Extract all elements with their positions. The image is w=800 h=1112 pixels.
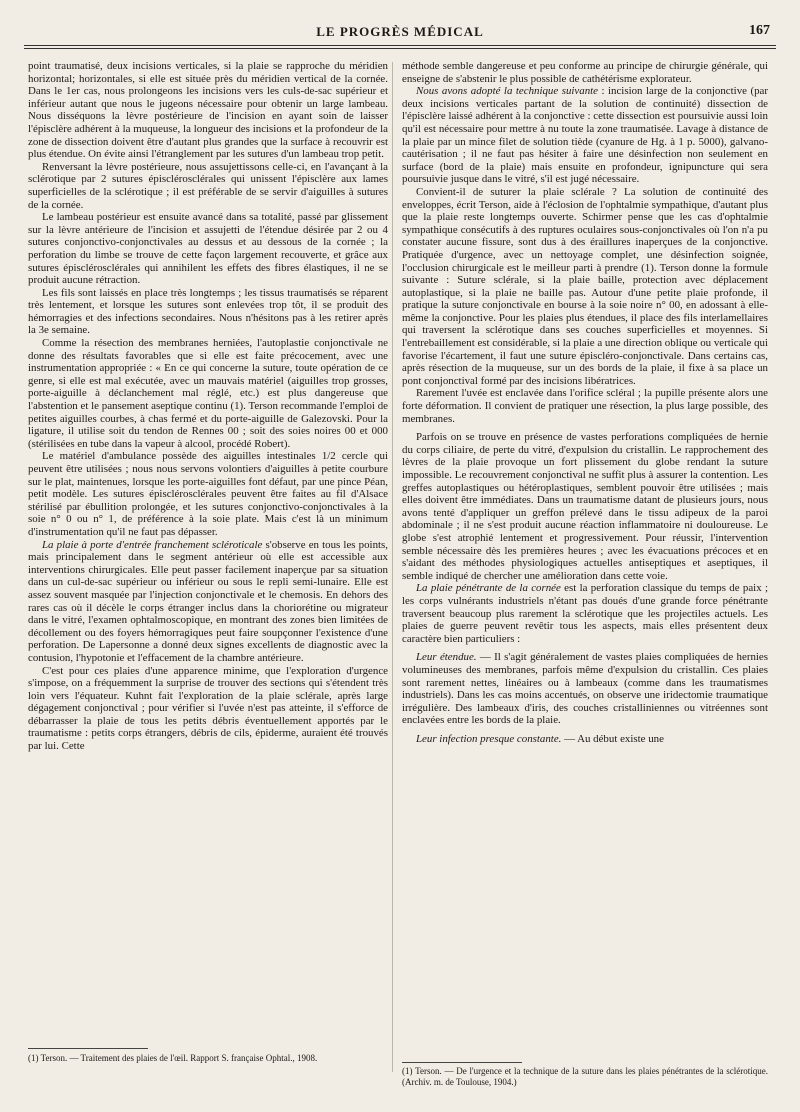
footnote-rule-left xyxy=(28,1048,148,1049)
footnote-left: (1) Terson. — Traitement des plaies de l'œil. Rapport S. française Ophtal., 1908. xyxy=(28,1053,318,1063)
paragraph-text: — Il s'agit généralement de vastes plaies compliquées de hernies volumineuses des membranes, parfois même d'expulsion du cristallin. Ces plaies sont rarement nettes, linéaires ou à lambeaux (comme dans les traumatismes industriels). Dans les cas moins accentués, on observe une iridectomie traumatique irrégulière. Des lambeaux d'iris, des couches cristalliniennes ou vitréennes sont enclavées entre les bords de la plaie. xyxy=(402,651,768,727)
paragraph: Le lambeau postérieur est ensuite avancé dans sa totalité, passé par glissement sur la lèvre antérieure de l'incision et assujetti de l'étendue désirée par 2 ou 4 sutures conjonctivo-conjonctivales au dessus et au dessous de la cornée ; la perforation du limbe se trouve de cette façon largement recouverte, et grâce aux sutures épisclérosclérales qui annihilent les effets des fibres élastiques, il ne se produit aucune rétraction. xyxy=(28,211,388,287)
italic-lead: La plaie pénétrante de la cornée xyxy=(416,582,561,595)
paragraph: Renversant la lèvre postérieure, nous assujettissons celle-ci, en l'avançant à la sclérotique par 2 sutures épisclérosclérales qui unissent l'épisclère aux lames superficielles de la sclérotique ; il est préférable de se servir d'aiguilles à sutures de la cornée. xyxy=(28,160,388,211)
italic-lead: Leur étendue. xyxy=(416,651,477,664)
journal-title: LE PROGRÈS MÉDICAL xyxy=(316,24,484,39)
paragraph: Rarement l'uvée est enclavée dans l'orifice scléral ; la pupille présente alors une forte déformation. Il convient de pratiquer une résection, la plus large possible, des membranes. xyxy=(402,387,768,425)
paragraph-with-italic-lead xyxy=(402,733,768,746)
page-number: 167 xyxy=(749,23,770,38)
header-rule-double xyxy=(24,48,776,49)
paragraph: Parfois on se trouve en présence de vastes perforations compliquées de hernie du corps ciliaire, de perte du vitré, d'expulsion du cristallin. Le rapprochement des lèvres de la plaie provoque un fort plissement du globe rendant la suture impossible. Le recouvrement conjonctival ne suffit plus à assurer la contention. Les greffes autoplastiques ou hétéroplastiques, semblent pouvoir être utilisées ; mais elles doivent être immédiates. Dans un traumatisme datant de plusieurs jours, nous avons tenté d'appliquer un greffon prélevé dans le tissu adipeux de la paroi abdominale ; il ne s'est produit aucune réaction inflammatoire ni douloureuse. Le globe s'est atrophié lentement et progressivement. Pour réussir, l'intervention semble nécessaire dès les premières heures ; avec les évacuations précoces et en s'aidant des méthodes physiologiques actuelles antiseptiques et aseptiques, il semble indiqué de chercher une amélioration dans cette voie. xyxy=(402,431,768,582)
italic-lead: Leur infection presque constante. xyxy=(416,732,562,745)
paragraph-with-italic-lead xyxy=(402,582,768,645)
paragraph-text: s'observe en tous les points, mais principalement dans le segment antérieur où elle est accessible aux interventions chirurgicales. Elle peut passer facilement inaperçue par sa situation dans un cul-de-sac supérieur ou inférieur ou sous le repli semi-lunaire. Elle est assez souvent masquée par l'injection conjonctivale et le chemosis. En dehors des rares cas où il décèle le corps étranger inclus dans la choriorétine ou migrateur dans le vitré, l'examen ophtalmoscopique, en montrant des zones bien limitées de décollement ou des foyers hémorragiques peut faire soupçonner l'existence d'une perforation. De Lapersonne a donné deux signes excellents de diagnostic avec la contusion, l'hypotonie et l'effacement de la chambre antérieure. xyxy=(28,538,389,664)
paragraph: Convient-il de suturer la plaie sclérale ? La solution de continuité des enveloppes, écrit Terson, aide à l'éclosion de l'ophtalmie sympathique, d'autant plus que la plaie reste longtemps ouverte. Schirmer pense que les cas d'ophtalmie sympathique consécutifs à des ruptures oculaires sous-conjonctivales où l'on n'a pu constater aucune fissure, sont dus à des éraillures inaperçues de la conjonctive. Pratiquée d'urgence, avec un nettoyage complet, une désinfection soignée, l'occlusion chirurgicale est le meilleur parti à prendre (1). Terson donne la formule suivante : Suture sclérale, si la plaie baille, protection avec déplacement autoplastique, si la plaie ne baille pas. Autour d'une petite plaie profonde, il pratique la suture conjonctivale en bourse à la soie noire n° 00, en adossant à elle-même la conjonctive. Pour les plaies plus étendues, il place des fils interlamellaires qui traversent la sclérotique dans ses couches superficielles et moyennes. Si l'entrebaillement est considérable, si la plaie a une direction oblique ou verticale qui favorise l'écartement, il faut une suture épiscléro-conjonctivale. Dans certains cas, après résection de la muqueuse, sur un des bords de la plaie, il fixe à sa place un pont conjonctival formé par des incisions libératrices. xyxy=(402,185,768,387)
italic-lead: Nous avons adopté la technique suivante xyxy=(416,85,598,98)
paragraph: Comme la résection des membranes herniées, l'autoplastie conjonctivale ne donne des résultats favorables que si elle est faite précocement, avec une instrumentation appropriée : « En ce qui concerne la suture, toute opération de ce genre, si elle est mal exécutée, avec un mauvais matériel (aiguilles trop grosses, porte-aiguille à déclanchement mal réglé, etc.) est plus dangereuse que l'abstention et le pansement aseptique continu (1). Terson recommande l'emploi de petites aiguilles courbes, à chas fermé et du porte-aiguille de Galezovski. Pour la ligature, il utilise soit du tendon de Rennes 00 ; soit des soies noires 00 et 000 (stérilisées en tube dans la vapeur à alcool, procédé Robert). xyxy=(28,337,388,450)
italic-lead: La plaie à porte d'entrée franchement scléroticale xyxy=(42,538,263,551)
paragraph: Le matériel d'ambulance possède des aiguilles intestinales 1/2 cercle qui peuvent être utilisées ; nous nous servons volontiers d'aiguilles à petite courbure sur le plat, maintenues, lorsque les porte-aiguilles font défaut, par une pince Péan, petit modèle. Les sutures épisclérosclérales peuvent être faites au fil d'Alsace stérilisé par ébullition prolongée, et les sutures conjonctivo-conjonctivales à la soie n° 0 ou n° 1, de préférence à la soie plate. Mais c'est là un minimum d'instrumentation qu'il ne faut pas dépasser. xyxy=(28,450,388,538)
paragraph-text: : incision large de la conjonctive (par deux incisions verticales partant de la solution de continuité) dissection de l'épisclère laissé adhérent à la conjonctive : cette dissection est poursuivie aussi loin qu'il est nécessaire pour mettre à nu toute la zone traumatisée. Lavage à distance de la plaie par un mince filet de solution tiède (cyanure de Hg. à 1 p. 5000), galvano-cautérisation ; il ne faut pas hésiter à faire une désinfection non seulement en surface (bord de la plaie) mais ensuite en profondeur, ignipuncture qui sera poursuivie jusque dans le vitré, s'il est jugé nécessaire. xyxy=(402,85,768,186)
paragraph: Les fils sont laissés en place très longtemps ; les tissus traumatisés se réparent très lentement, et lorsque les sutures sont enlevées trop tôt, il se produit des hémorragies et des infections secondaires. Nous n'hésitons pas à les retirer après la 3e semaine. xyxy=(28,286,388,337)
paragraph-with-italic-lead xyxy=(402,651,768,727)
header-rule xyxy=(24,45,776,46)
right-column xyxy=(402,60,768,745)
footnote-rule-right xyxy=(402,1062,522,1063)
paragraph-with-italic-lead xyxy=(28,539,388,665)
paragraph-with-italic-lead xyxy=(402,85,768,186)
paragraph: point traumatisé, deux incisions verticales, si la plaie se rapproche du méridien horizontal; horizontales, si elle est située près du méridien vertical de la cornée. Dans le 1er cas, nous prolongeons les incisions vers les culs-de-sac supérieur et inférieur autant que nous le jugeons nécessaire pour obtenir un large lambeau. Nous disséquons la lèvre postérieure de l'incision en ayant soin de laisser l'épisclère adhérent à la muqueuse, la longueur des incisions et la profondeur de la zone de dissection doivent être d'autant plus grandes que la surface à recouvrir est plus étendue. On évite ainsi l'étranglement par les sutures d'un lambeau trop petit. xyxy=(28,60,388,161)
paragraph: C'est pour ces plaies d'une apparence minime, que l'exploration d'urgence s'impose, on a fréquemment la surprise de trouver des sections qui s'étendent très loin vers l'équateur. Kuhnt fait l'exploration de la plaie sclérale, après large dégagement conjonctival ; pour vérifier si l'uvée n'est pas atteinte, il s'efforce de débarrasser la plaie de tous les petits débris éventuellement apportés par le traumatisme : petits corps étrangers, débris de cils, épiderme, auraient été trouvés par lui. Cette xyxy=(28,664,388,753)
page-header xyxy=(24,22,776,42)
paragraph-text: est la perforation classique du temps de paix ; les corps vulnérants industriels n'étant pas doués d'une grande force pénétrante traversent beaucoup plus rarement la sclérotique que les projectiles actuels. Les plaies de guerre peuvent revêtir tous les aspects, mais elles présentent deux caractère bien particuliers : xyxy=(402,582,768,645)
footnote-right: (1) Terson. — De l'urgence et la technique de la suture dans les plaies pénétrantes de la sclérotique. (Archiv. m. de Toulouse, 1904.) xyxy=(402,1066,768,1087)
column-divider xyxy=(392,62,393,1072)
paragraph-text: — Au début existe une xyxy=(561,732,664,745)
left-column xyxy=(28,60,388,753)
paragraph: méthode semble dangereuse et peu conforme au principe de chirurgie générale, qui enseigne de s'abstenir le plus possible de cathétérisme explorateur. xyxy=(402,60,768,85)
